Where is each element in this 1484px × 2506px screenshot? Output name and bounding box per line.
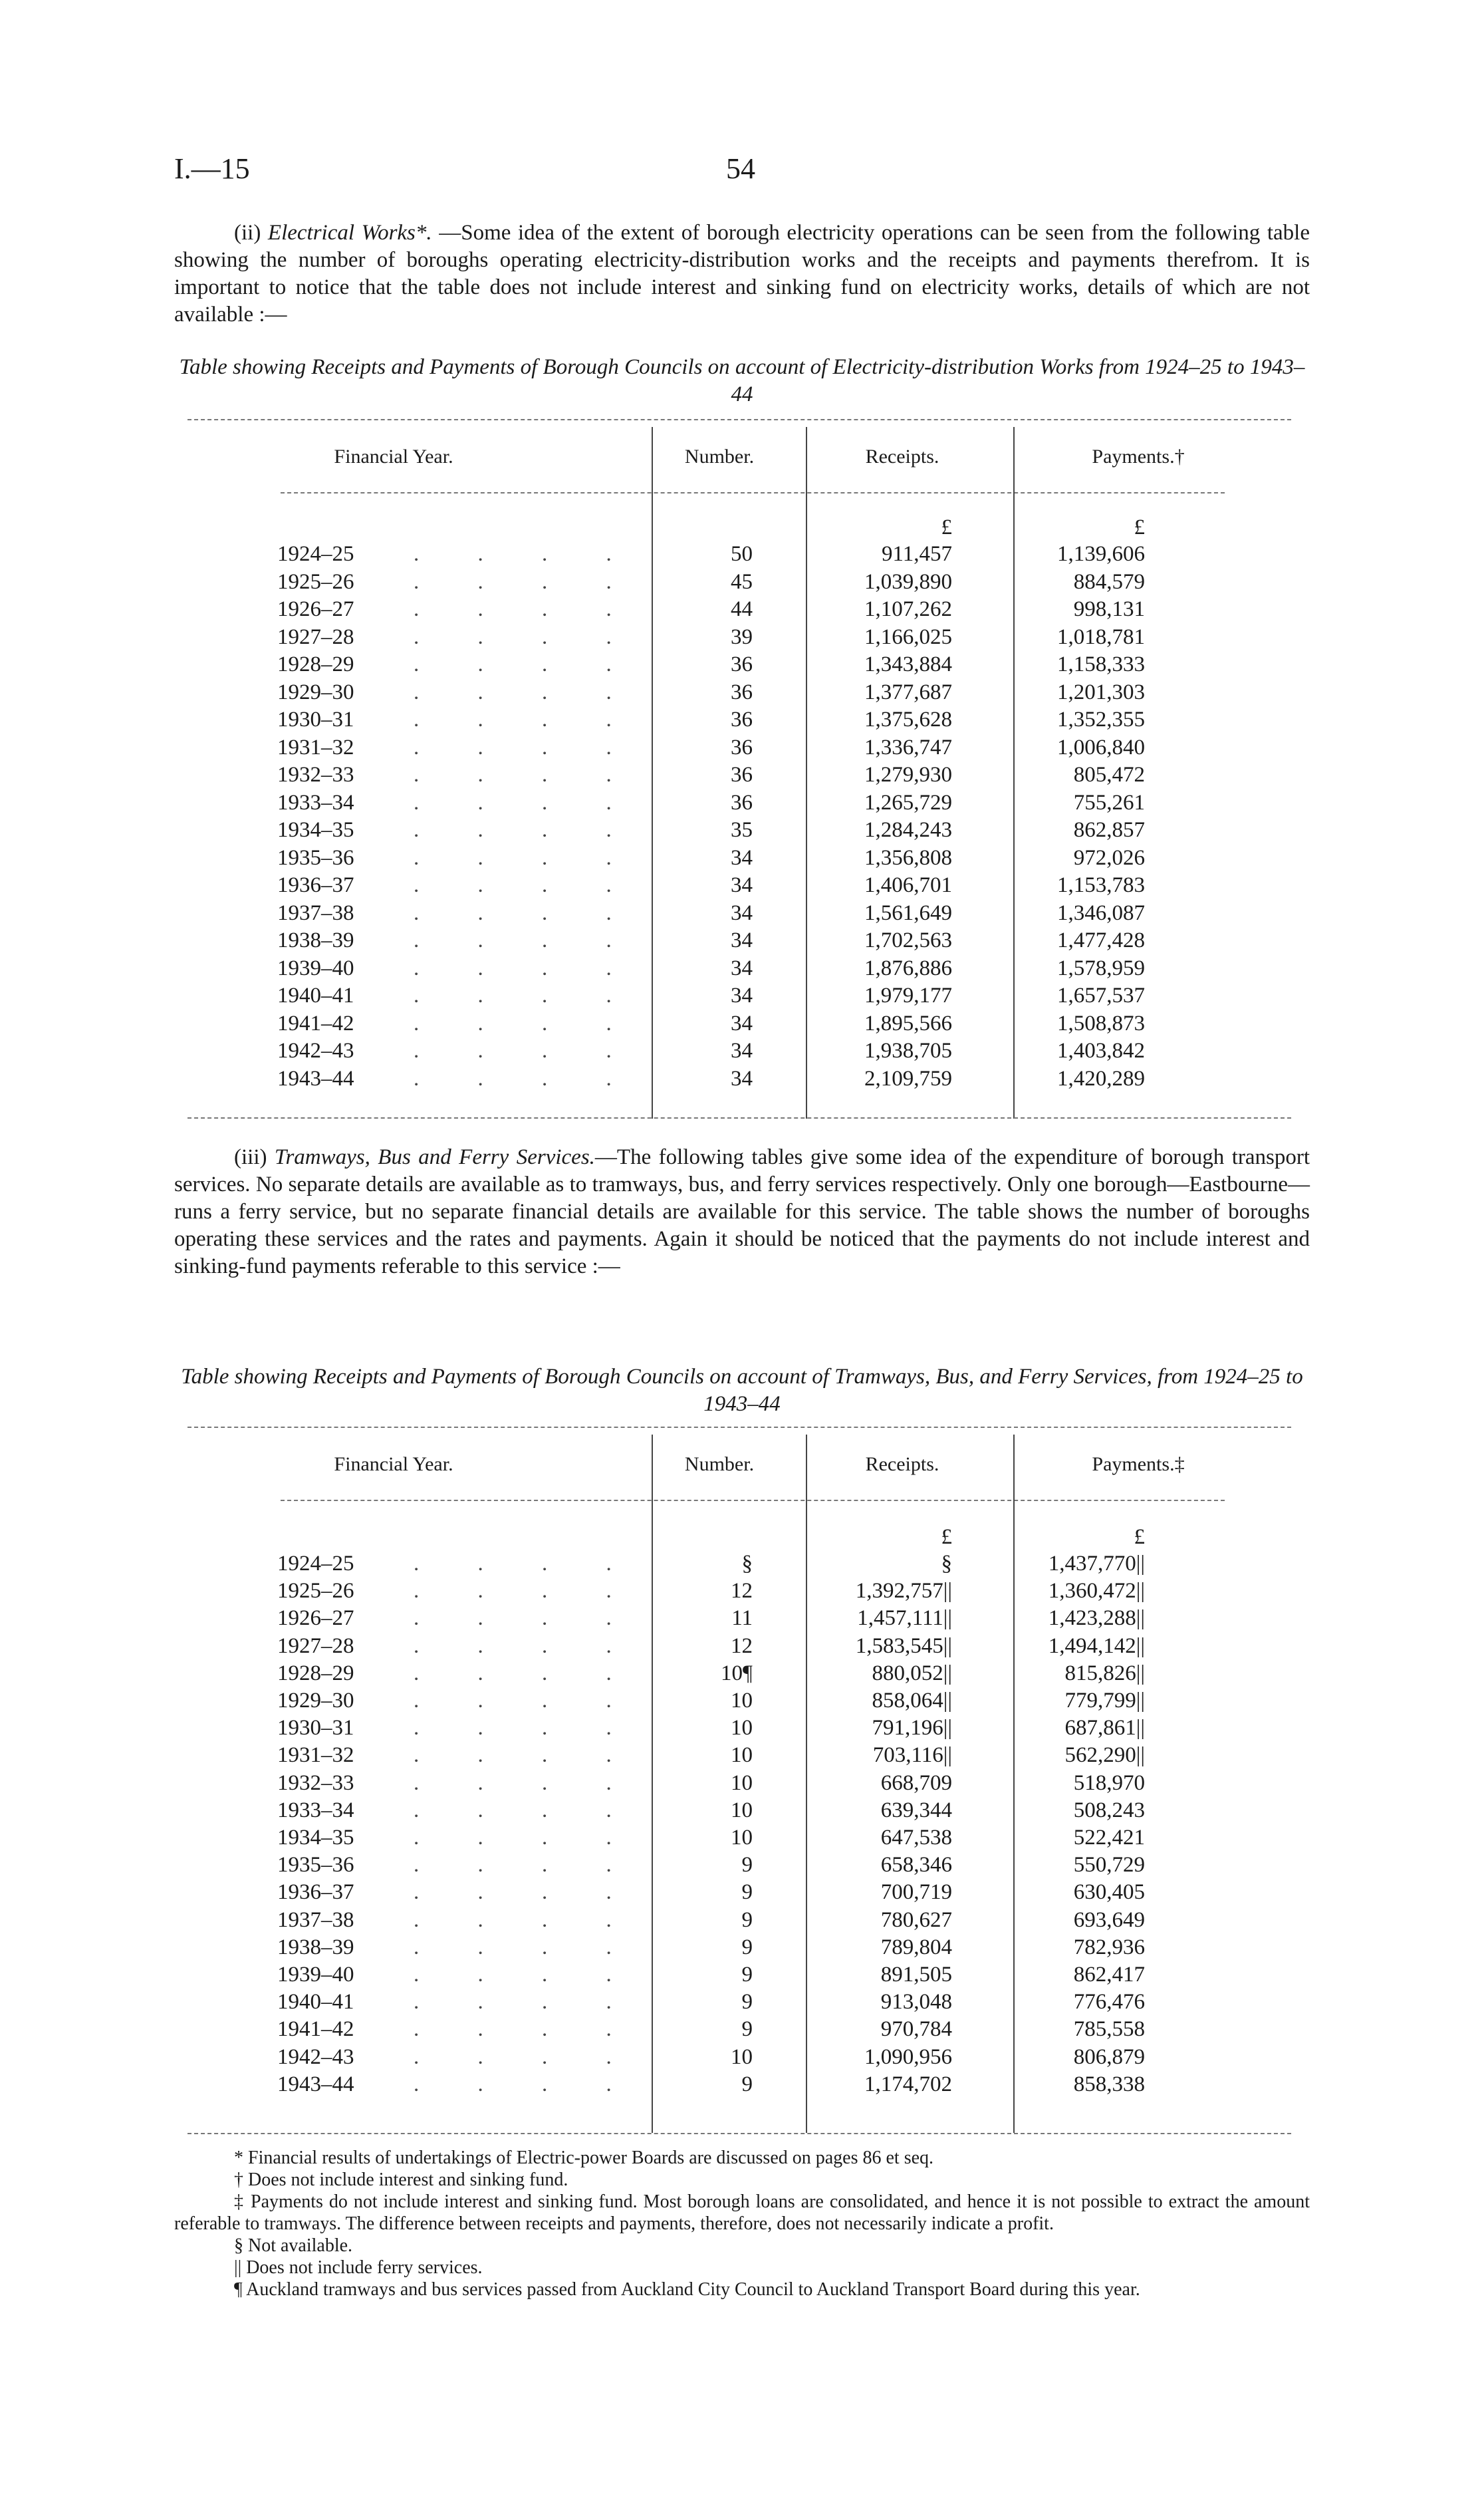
row-payments: 998,131	[1073, 597, 1145, 621]
table2-caption: Table showing Receipts and Payments of Borough Councils on account of Tramways, Bus, and Ferry Services, from 1924–25 to 1943–44	[181, 1365, 1303, 1416]
row-receipts: 911,457	[881, 542, 952, 566]
row-payments: 1,352,355	[1057, 708, 1145, 732]
row-payments: 1,158,333	[1057, 652, 1145, 676]
row-receipts: 791,196||	[872, 1716, 952, 1740]
row-payments: 550,729	[1073, 1853, 1145, 1878]
table-row	[174, 2045, 1310, 2072]
row-year: 1933–34	[277, 790, 354, 815]
section-ii-label: (ii)	[234, 221, 268, 245]
table1-header-payments: Payments.†	[1092, 446, 1185, 468]
row-year: 1934–35	[277, 1826, 354, 1850]
row-payments: 1,477,428	[1057, 928, 1145, 952]
row-payments: 884,579	[1073, 569, 1145, 594]
table1-bottom-rule	[187, 1117, 1291, 1119]
table2-top-rule	[187, 1427, 1291, 1428]
row-receipts: 1,702,563	[864, 928, 952, 952]
table-row	[174, 1606, 1310, 1633]
row-payments: 1,360,472||	[1048, 1579, 1145, 1603]
row-leader-dots: . . . .	[414, 1661, 638, 1685]
row-payments: 972,026	[1073, 845, 1145, 870]
row-receipts: 1,039,890	[864, 569, 952, 594]
row-leader-dots: . . . .	[414, 2044, 638, 2069]
row-number: 11	[731, 1606, 753, 1631]
row-year: 1927–28	[277, 1633, 354, 1658]
row-payments: 508,243	[1073, 1798, 1145, 1822]
table-row	[174, 846, 1310, 874]
row-leader-dots: . . . .	[414, 1798, 638, 1822]
row-number: 45	[731, 569, 753, 594]
row-number: 34	[731, 845, 753, 870]
row-receipts: 913,048	[880, 1990, 952, 2015]
row-payments: 815,826||	[1064, 1661, 1145, 1685]
table2-header-rule	[281, 1500, 1225, 1501]
row-year: 1937–38	[277, 1907, 354, 1932]
row-year: 1924–25	[277, 1552, 354, 1576]
row-number: 9	[741, 1935, 753, 1959]
row-leader-dots: . . . .	[414, 1826, 638, 1850]
table1-header-number: Number.	[684, 446, 755, 468]
table-row	[174, 901, 1310, 929]
row-leader-dots: . . . .	[414, 818, 638, 842]
row-receipts: 1,406,701	[864, 873, 952, 897]
table-row	[174, 2017, 1310, 2044]
row-number: 36	[731, 708, 753, 732]
footnote-electric-power: * Financial results of undertakings of Electric-power Boards are discussed on pages 86 et seq.	[234, 2148, 934, 2168]
row-receipts: 1,583,545||	[855, 1633, 952, 1658]
table-row	[174, 652, 1310, 680]
row-year: 1940–41	[277, 1990, 354, 2015]
row-year: 1942–43	[277, 2044, 354, 2069]
row-number: 10	[731, 1826, 753, 1850]
row-receipts: 639,344	[880, 1798, 952, 1822]
row-leader-dots: . . . .	[414, 625, 638, 649]
electricity-table	[174, 419, 1310, 1124]
section-iii-title: Tramways, Bus and Ferry Services.	[274, 1145, 595, 1169]
row-payments: 805,472	[1073, 763, 1145, 787]
table-row	[174, 818, 1310, 846]
row-leader-dots: . . . .	[414, 1907, 638, 1932]
row-number: 12	[731, 1633, 753, 1658]
row-receipts: 647,538	[880, 1826, 952, 1850]
row-receipts: 1,279,930	[864, 763, 952, 787]
table-row	[174, 956, 1310, 984]
row-payments: 1,403,842	[1057, 1039, 1145, 1063]
row-number: 36	[731, 735, 753, 760]
row-leader-dots: . . . .	[414, 1011, 638, 1036]
row-payments: 1,508,873	[1057, 1011, 1145, 1036]
table-row	[174, 1853, 1310, 1880]
row-leader-dots: . . . .	[414, 790, 638, 815]
row-receipts: 970,784	[880, 2017, 952, 2042]
row-payments: 1,494,142||	[1048, 1633, 1145, 1658]
section-ii-title: Electrical Works*.	[267, 221, 432, 245]
row-year: 1943–44	[277, 2072, 354, 2096]
row-number: 9	[741, 2072, 753, 2096]
row-year: 1925–26	[277, 569, 354, 594]
row-number: 34	[731, 984, 753, 1008]
row-payments: 522,421	[1073, 1826, 1145, 1850]
row-number: 9	[741, 1963, 753, 1987]
table1-header-rule	[281, 492, 1225, 493]
row-number: 34	[731, 873, 753, 897]
section-iii-paragraph	[174, 1144, 1310, 1280]
row-payments: 693,649	[1073, 1907, 1145, 1932]
section-ii-paragraph	[174, 219, 1310, 329]
section-ii-text: —Some idea of the extent of borough electricity operations can be seen from the following table showing the number of boroughs operating electricity-distribution works and the receipts and payments therefrom. It is important to notice that the table does not include interest and sinking fund on electricity works, details of which are not available :—	[174, 221, 1310, 327]
row-receipts: 700,719	[880, 1880, 952, 1905]
table-row	[174, 1826, 1310, 1853]
row-receipts: 1,356,808	[864, 845, 952, 870]
table-row	[174, 2072, 1310, 2100]
row-leader-dots: . . . .	[414, 984, 638, 1008]
row-receipts: 1,979,177	[864, 984, 952, 1008]
row-number: 44	[731, 597, 753, 621]
row-leader-dots: . . . .	[414, 1770, 638, 1795]
row-leader-dots: . . . .	[414, 2017, 638, 2042]
row-receipts: 1,375,628	[864, 708, 952, 732]
table-row	[174, 1012, 1310, 1040]
table1-unit-payments: £	[1134, 515, 1145, 539]
row-year: 1936–37	[277, 1880, 354, 1905]
row-payments: 1,346,087	[1057, 901, 1145, 925]
row-payments: 862,857	[1073, 818, 1145, 842]
row-payments: 687,861||	[1064, 1716, 1145, 1740]
row-year: 1941–42	[277, 2017, 354, 2042]
row-receipts: 891,505	[880, 1963, 952, 1987]
row-receipts: 780,627	[880, 1907, 952, 1932]
row-number: 10	[731, 1689, 753, 1713]
row-year: 1926–27	[277, 597, 354, 621]
table-row	[174, 736, 1310, 764]
row-year: 1932–33	[277, 763, 354, 787]
row-number: 50	[731, 542, 753, 566]
table-row	[174, 597, 1310, 625]
row-year: 1930–31	[277, 1716, 354, 1740]
table1-header-year: Financial Year.	[334, 446, 453, 468]
table-row	[174, 708, 1310, 736]
table-row	[174, 1661, 1310, 1689]
row-number: 9	[741, 1880, 753, 1905]
row-receipts: 1,876,886	[864, 956, 952, 980]
row-year: 1927–28	[277, 625, 354, 649]
row-receipts: 1,895,566	[864, 1011, 952, 1036]
section-iii-text: —The following tables give some idea of the expenditure of borough transport services. No separate details are available as to tramways, bus, and ferry services respectively. Only one borough—Eastbourne—runs a ferry service, but no separate financial details are available for this service. The table shows the number of boroughs operating these services and the rates and payments. Again it should be noticed that the payments do not include interest and sinking-fund payments referable to this service :—	[174, 1145, 1310, 1278]
row-receipts: 1,166,025	[864, 625, 952, 649]
table-row	[174, 928, 1310, 956]
row-leader-dots: . . . .	[414, 845, 638, 870]
row-leader-dots: . . . .	[414, 1963, 638, 1987]
table1-caption: Table showing Receipts and Payments of Borough Councils on account of Electricity-distribution Works from 1924–25 to 1943–44	[179, 355, 1305, 406]
row-leader-dots: . . . .	[414, 708, 638, 732]
row-payments: 1,018,781	[1057, 625, 1145, 649]
row-number: 35	[731, 818, 753, 842]
row-number: 9	[741, 1990, 753, 2015]
row-number: 10	[731, 1770, 753, 1795]
row-leader-dots: . . . .	[414, 928, 638, 952]
row-leader-dots: . . . .	[414, 680, 638, 704]
row-receipts: 1,107,262	[864, 597, 952, 621]
row-year: 1936–37	[277, 873, 354, 897]
table-row	[174, 1743, 1310, 1770]
row-year: 1930–31	[277, 708, 354, 732]
row-number: 36	[731, 652, 753, 676]
row-year: 1928–29	[277, 652, 354, 676]
table-row	[174, 984, 1310, 1012]
row-year: 1943–44	[277, 1066, 354, 1091]
table2-unit-payments: £	[1134, 1525, 1145, 1549]
row-year: 1938–39	[277, 928, 354, 952]
row-number: §	[741, 1552, 753, 1576]
table-row	[174, 1990, 1310, 2017]
table-row	[174, 1963, 1310, 1990]
row-payments: 862,417	[1073, 1963, 1145, 1987]
table-row	[174, 1798, 1310, 1826]
row-year: 1941–42	[277, 1011, 354, 1036]
table-row	[174, 1039, 1310, 1067]
row-number: 10	[731, 1716, 753, 1740]
table-row	[174, 1634, 1310, 1661]
row-number: 34	[731, 1011, 753, 1036]
table-row	[174, 1771, 1310, 1798]
row-leader-dots: . . . .	[414, 1743, 638, 1768]
footnote-double-dagger: ‡ Payments do not include interest and sinking fund. Most borough loans are consolidated, and hence it is not possible to extract the amount referable to tramways. The difference between receipts and payments, therefore, does not necessarily indicate a profit.	[174, 2191, 1310, 2234]
row-leader-dots: . . . .	[414, 1579, 638, 1603]
row-number: 9	[741, 1853, 753, 1878]
row-year: 1928–29	[277, 1661, 354, 1685]
footnote-pilcrow: ¶ Auckland tramways and bus services passed from Auckland City Council to Auckland Transport Board during this year.	[234, 2279, 1140, 2300]
footnote-section: § Not available.	[234, 2235, 353, 2256]
row-leader-dots: . . . .	[414, 1689, 638, 1713]
table-row	[174, 1579, 1310, 1606]
row-year: 1926–27	[277, 1606, 354, 1631]
row-year: 1939–40	[277, 956, 354, 980]
row-payments: 1,423,288||	[1048, 1606, 1145, 1631]
row-receipts: 668,709	[880, 1770, 952, 1795]
table-row	[174, 542, 1310, 570]
row-payments: 630,405	[1073, 1880, 1145, 1905]
row-payments: 1,578,959	[1057, 956, 1145, 980]
row-receipts: 1,377,687	[864, 680, 952, 704]
row-number: 34	[731, 1039, 753, 1063]
row-leader-dots: . . . .	[414, 735, 638, 760]
table-row	[174, 1935, 1310, 1963]
row-year: 1929–30	[277, 680, 354, 704]
row-number: 36	[731, 680, 753, 704]
row-payments: 782,936	[1073, 1935, 1145, 1959]
row-number: 36	[731, 763, 753, 787]
table-row	[174, 680, 1310, 708]
row-payments: 1,420,289	[1057, 1066, 1145, 1091]
row-receipts: 858,064||	[872, 1689, 952, 1713]
row-payments: 1,437,770||	[1048, 1552, 1145, 1576]
row-leader-dots: . . . .	[414, 873, 638, 897]
footnote-dagger: † Does not include interest and sinking fund.	[234, 2169, 568, 2190]
row-receipts: 880,052||	[872, 1661, 952, 1685]
row-receipts: 703,116||	[872, 1743, 952, 1768]
table-row	[174, 570, 1310, 598]
row-leader-dots: . . . .	[414, 1606, 638, 1631]
row-leader-dots: . . . .	[414, 1716, 638, 1740]
row-number: 34	[731, 956, 753, 980]
section-iii-label: (iii)	[234, 1145, 275, 1169]
row-payments: 858,338	[1073, 2072, 1145, 2096]
table-row	[174, 1689, 1310, 1716]
row-leader-dots: . . . .	[414, 1633, 638, 1658]
table-row	[174, 625, 1310, 653]
row-number: 34	[731, 1066, 753, 1091]
row-payments: 1,139,606	[1057, 542, 1145, 566]
row-payments: 1,657,537	[1057, 984, 1145, 1008]
table2-header-number: Number.	[684, 1453, 755, 1475]
row-receipts: 1,284,243	[864, 818, 952, 842]
row-leader-dots: . . . .	[414, 542, 638, 566]
row-leader-dots: . . . .	[414, 1552, 638, 1576]
row-leader-dots: . . . .	[414, 1039, 638, 1063]
row-receipts: 1,090,956	[864, 2044, 952, 2069]
row-year: 1933–34	[277, 1798, 354, 1822]
row-payments: 562,290||	[1064, 1743, 1145, 1768]
row-leader-dots: . . . .	[414, 652, 638, 676]
row-payments: 779,799||	[1064, 1689, 1145, 1713]
table-row	[174, 1716, 1310, 1743]
table-row	[174, 791, 1310, 819]
row-year: 1937–38	[277, 901, 354, 925]
row-number: 9	[741, 2017, 753, 2042]
table-row	[174, 1552, 1310, 1579]
row-year: 1935–36	[277, 845, 354, 870]
row-receipts: 1,174,702	[864, 2072, 952, 2096]
row-number: 36	[731, 790, 753, 815]
table-row	[174, 873, 1310, 901]
row-number: 10	[731, 1743, 753, 1768]
row-leader-dots: . . . .	[414, 2072, 638, 2096]
row-number: 34	[731, 901, 753, 925]
row-leader-dots: . . . .	[414, 597, 638, 621]
table1-header-receipts: Receipts.	[865, 446, 939, 468]
row-payments: 518,970	[1073, 1770, 1145, 1795]
row-payments: 1,006,840	[1057, 735, 1145, 760]
table-row	[174, 1908, 1310, 1935]
table-row	[174, 1880, 1310, 1907]
row-receipts: 1,938,705	[864, 1039, 952, 1063]
footnotes	[174, 2147, 1310, 2300]
row-leader-dots: . . . .	[414, 1066, 638, 1091]
row-year: 1942–43	[277, 1039, 354, 1063]
row-leader-dots: . . . .	[414, 1880, 638, 1905]
row-year: 1934–35	[277, 818, 354, 842]
row-number: 10¶	[721, 1661, 753, 1685]
row-receipts: 1,336,747	[864, 735, 952, 760]
table2-bottom-rule	[187, 2133, 1291, 2134]
row-payments: 806,879	[1073, 2044, 1145, 2069]
row-receipts: 1,561,649	[864, 901, 952, 925]
row-receipts: 1,392,757||	[855, 1579, 952, 1603]
transport-table	[174, 1427, 1310, 2138]
row-year: 1925–26	[277, 1579, 354, 1603]
page-number: 54	[726, 152, 755, 185]
row-year: 1939–40	[277, 1963, 354, 1987]
row-payments: 1,153,783	[1057, 873, 1145, 897]
row-number: 10	[731, 2044, 753, 2069]
row-payments: 785,558	[1073, 2017, 1145, 2042]
row-leader-dots: . . . .	[414, 569, 638, 594]
row-year: 1924–25	[277, 542, 354, 566]
table-row	[174, 763, 1310, 791]
row-receipts: 1,265,729	[864, 790, 952, 815]
row-year: 1932–33	[277, 1770, 354, 1795]
row-year: 1929–30	[277, 1689, 354, 1713]
row-number: 34	[731, 928, 753, 952]
row-leader-dots: . . . .	[414, 1990, 638, 2015]
row-leader-dots: . . . .	[414, 1853, 638, 1878]
row-payments: 755,261	[1073, 790, 1145, 815]
table1-top-rule	[187, 419, 1291, 420]
row-leader-dots: . . . .	[414, 763, 638, 787]
row-year: 1931–32	[277, 735, 354, 760]
row-number: 10	[731, 1798, 753, 1822]
row-receipts: 789,804	[880, 1935, 952, 1959]
table-row	[174, 1067, 1310, 1095]
row-number: 39	[731, 625, 753, 649]
row-number: 9	[741, 1907, 753, 1932]
row-number: 12	[731, 1579, 753, 1603]
table1-unit-receipts: £	[941, 515, 952, 539]
row-receipts: 1,343,884	[864, 652, 952, 676]
document-reference: I.—15	[174, 152, 250, 185]
row-receipts: 1,457,111||	[857, 1606, 952, 1631]
table2-header-year: Financial Year.	[334, 1453, 453, 1475]
row-receipts: §	[941, 1552, 952, 1576]
table2-unit-receipts: £	[941, 1525, 952, 1549]
row-payments: 1,201,303	[1057, 680, 1145, 704]
table2-header-receipts: Receipts.	[865, 1453, 939, 1475]
row-leader-dots: . . . .	[414, 901, 638, 925]
row-leader-dots: . . . .	[414, 956, 638, 980]
row-receipts: 2,109,759	[864, 1066, 952, 1091]
row-leader-dots: . . . .	[414, 1935, 638, 1959]
footnote-parallel: || Does not include ferry services.	[234, 2257, 483, 2278]
row-year: 1938–39	[277, 1935, 354, 1959]
row-payments: 776,476	[1073, 1990, 1145, 2015]
table2-header-payments: Payments.‡	[1092, 1453, 1185, 1475]
row-year: 1940–41	[277, 984, 354, 1008]
row-year: 1931–32	[277, 1743, 354, 1768]
row-receipts: 658,346	[880, 1853, 952, 1878]
row-year: 1935–36	[277, 1853, 354, 1878]
